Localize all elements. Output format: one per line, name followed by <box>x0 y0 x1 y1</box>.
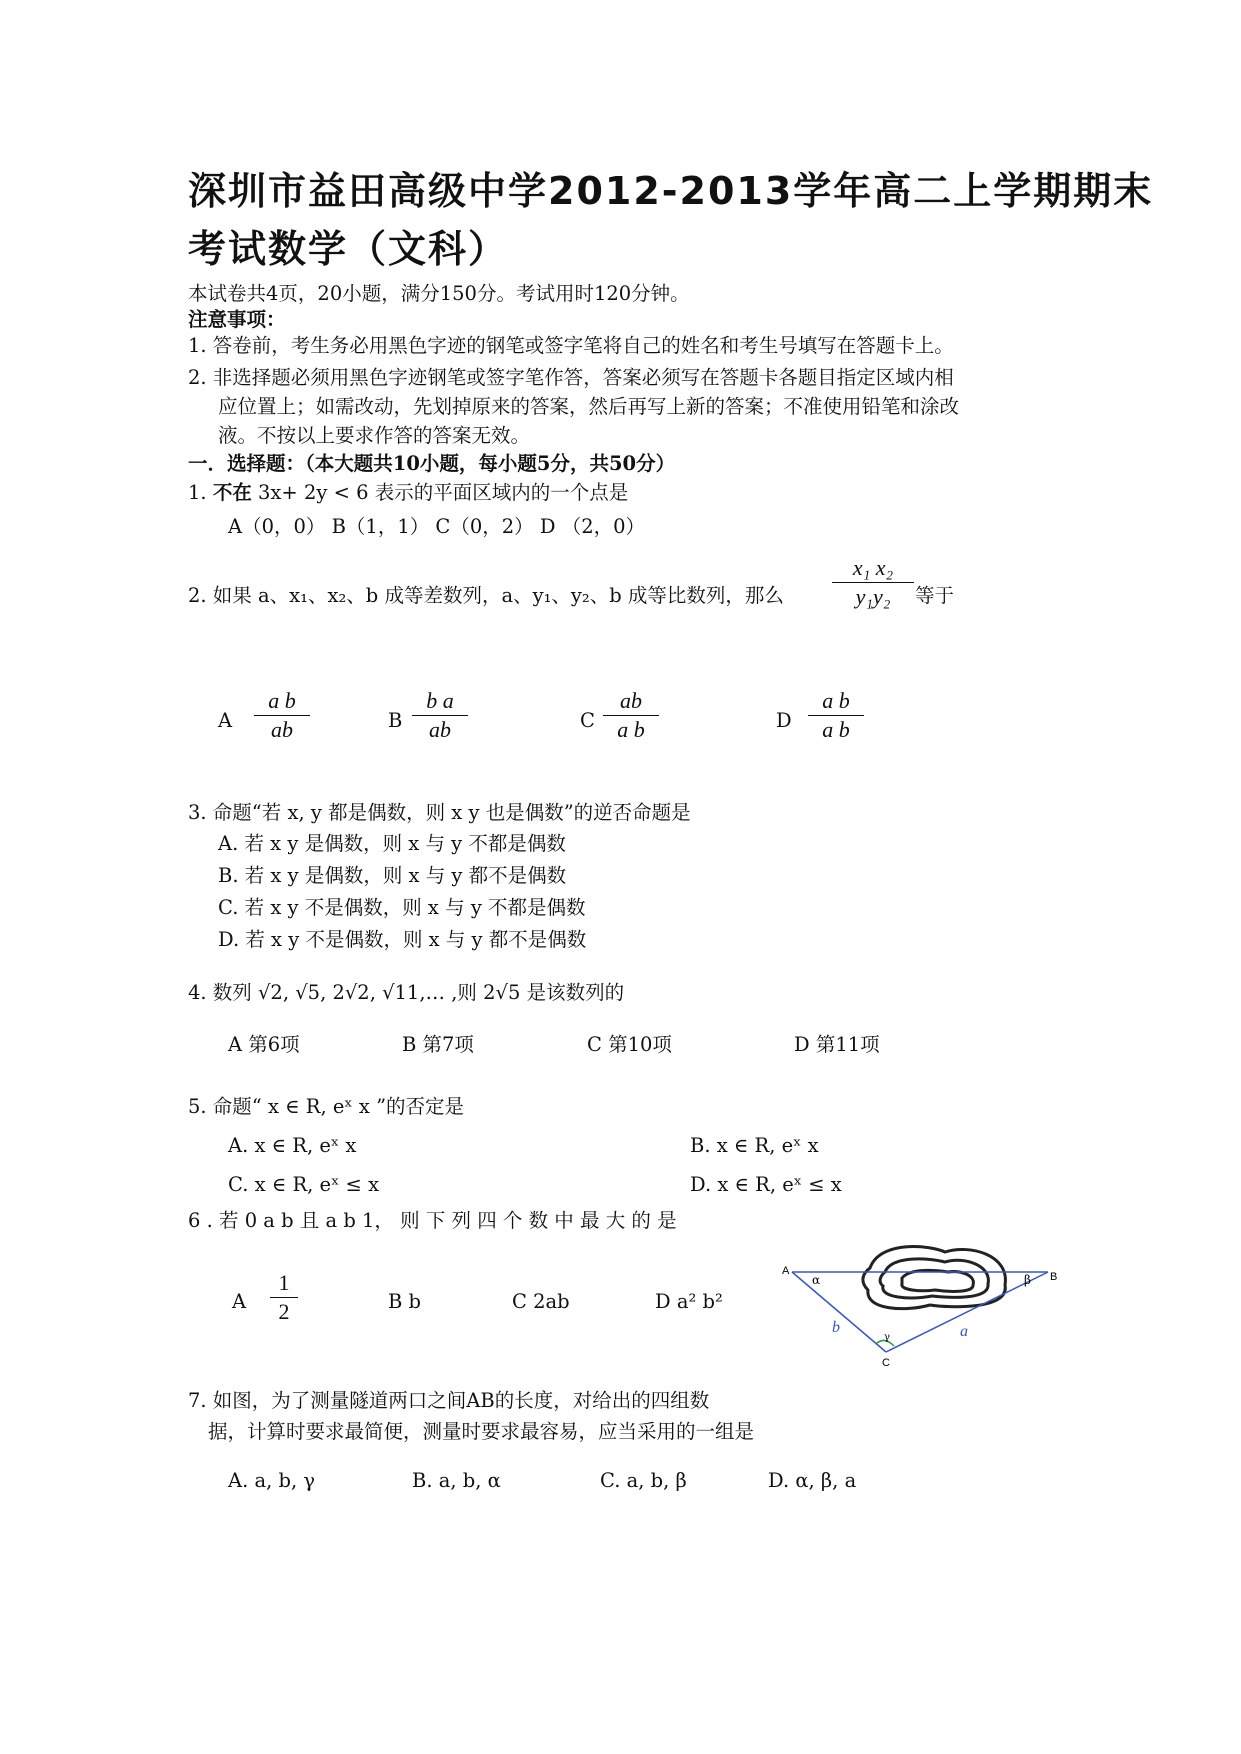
tunnel-triangle-figure <box>780 1240 1060 1380</box>
question-3-stem: 3. 命题“若 x, y 都是偶数，则 x y 也是偶数”的逆否命题是 <box>188 801 691 824</box>
question-4-option-b: B 第7项 <box>402 1033 474 1056</box>
figure-label-b-point: B <box>1050 1271 1058 1283</box>
figure-label-beta: β <box>1024 1273 1031 1287</box>
question-6-option-a-label: A <box>232 1290 247 1313</box>
question-7-option-d: D. α, β, a <box>768 1469 857 1492</box>
figure-label-gamma: γ <box>884 1332 890 1343</box>
figure-label-c-point: C <box>882 1357 890 1369</box>
question-2-stem: 2. 如果 a、x₁、x₂、b 成等差数列，a、y₁、y₂、b 成等比数列，那么 <box>188 584 784 607</box>
question-6-option-c: C 2ab <box>512 1290 570 1313</box>
question-5-option-a: A. x ∈ R, eˣ x <box>228 1134 357 1157</box>
question-4-option-c: C 第10项 <box>587 1033 672 1056</box>
notice-item-2a: 2. 非选择题必须用黑色字迹钢笔或签字笔作答，答案必须写在答题卡各题目指定区域内相 <box>188 366 954 389</box>
figure-label-a-point: A <box>782 1265 790 1277</box>
question-2-option-b-fraction: b a ab <box>412 688 468 743</box>
question-2-option-d-label: D <box>776 709 792 732</box>
question-6-stem: 6 . 若 0 a b 且 a b 1， 则 下 列 四 个 数 中 最 大 的 是 <box>188 1209 677 1232</box>
figure-label-side-a: a <box>960 1323 968 1340</box>
section-1-heading: 一．选择题：（本大题共10小题，每小题5分，共50分） <box>188 452 676 475</box>
document-title-line2: 考试数学（文科） <box>188 227 509 271</box>
question-2-fraction: x₁ x₂ y₁y₂ <box>832 555 914 610</box>
question-2-option-d-fraction: a b a b <box>808 688 864 743</box>
question-2-option-b-label: B <box>388 709 403 732</box>
notice-heading: 注意事项： <box>188 308 286 331</box>
question-4-option-a: A 第6项 <box>228 1033 300 1056</box>
segment-ac <box>792 1272 886 1352</box>
question-7-option-b: B. a, b, α <box>412 1469 501 1492</box>
question-3-option-c: C. 若 x y 不是偶数，则 x 与 y 不都是偶数 <box>218 896 586 919</box>
question-2-option-a-fraction: a b ab <box>254 688 310 743</box>
question-4-stem: 4. 数列 √2, √5, 2√2, √11,… ,则 2√5 是该数列的 <box>188 981 625 1004</box>
notice-item-2b: 应位置上；如需改动，先划掉原来的答案，然后再写上新的答案；不准使用铅笔和涂改 <box>218 395 960 418</box>
question-6-option-b: B b <box>388 1290 422 1313</box>
question-7-option-c: C. a, b, β <box>600 1469 687 1492</box>
question-7-stem-line1: 7. 如图，为了测量隧道两口之间AB的长度，对给出的四组数 <box>188 1389 710 1412</box>
document-title-line1: 深圳市益田高级中学2012-2013学年高二上学期期末 <box>188 169 1154 213</box>
figure-label-side-b: b <box>832 1319 840 1336</box>
question-6-option-a-fraction: 1 2 <box>270 1270 298 1325</box>
exam-intro: 本试卷共4页，20小题，满分150分。考试用时120分钟。 <box>188 282 690 305</box>
question-1-options: A（0，0） B（1，1） C（0，2） D （2，0） <box>228 515 646 538</box>
question-6-option-d: D a² b² <box>655 1290 723 1313</box>
question-5-stem: 5. 命题“ x ∈ R, eˣ x ”的否定是 <box>188 1095 465 1118</box>
question-3-option-a: A. 若 x y 是偶数，则 x 与 y 不都是偶数 <box>218 832 566 855</box>
notice-item-1: 1. 答卷前，考生务必用黑色字迹的钢笔或签字笔将自己的姓名和考生号填写在答题卡上。 <box>188 334 954 357</box>
question-4-option-d: D 第11项 <box>794 1033 880 1056</box>
question-2-option-c-label: C <box>580 709 595 732</box>
question-5-option-b: B. x ∈ R, eˣ x <box>690 1134 819 1157</box>
question-5-option-d: D. x ∈ R, eˣ ≤ x <box>690 1173 842 1196</box>
mountain-contour-inner <box>902 1270 974 1291</box>
question-7-stem-line2: 据，计算时要求最简便，测量时要求最容易，应当采用的一组是 <box>208 1420 755 1443</box>
question-5-option-c: C. x ∈ R, eˣ ≤ x <box>228 1173 380 1196</box>
mountain-contour-outer <box>863 1247 1006 1309</box>
notice-item-2c: 液。不按以上要求作答的答案无效。 <box>218 424 531 447</box>
question-1-stem: 1. 不在 3x+ 2y < 6 表示的平面区域内的一个点是 <box>188 481 629 504</box>
question-3-option-b: B. 若 x y 是偶数，则 x 与 y 都不是偶数 <box>218 864 567 887</box>
question-7-option-a: A. a, b, γ <box>228 1469 316 1492</box>
question-2-option-c-fraction: ab a b <box>603 688 659 743</box>
question-2-stem-end: 等于 <box>915 584 955 607</box>
figure-label-alpha: α <box>812 1273 821 1287</box>
question-2-option-a-label: A <box>218 709 233 732</box>
question-3-option-d: D. 若 x y 不是偶数，则 x 与 y 都不是偶数 <box>218 928 587 951</box>
